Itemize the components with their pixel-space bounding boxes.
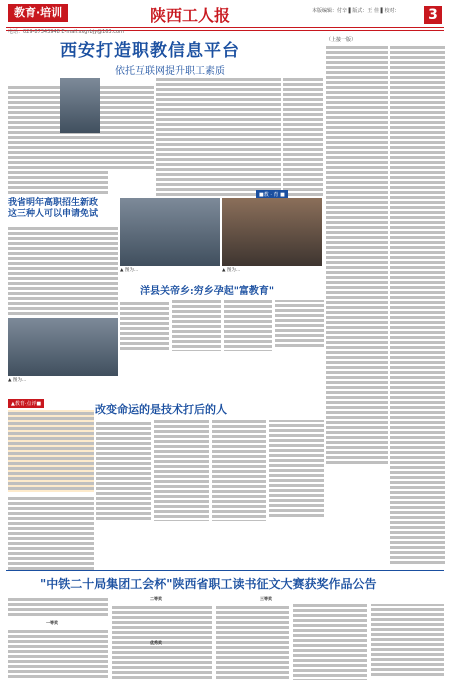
right-col-heading: （上接一版） [326, 37, 357, 43]
mid-photo-caption: ▲ 图为... [8, 378, 27, 383]
footer-col1-head: 一等奖 [46, 620, 58, 625]
footer-intro [8, 596, 108, 618]
main-photo-small [60, 78, 100, 133]
photo-right-caption: ▲ 图为... [222, 268, 241, 273]
left-article-body [8, 225, 118, 315]
masthead: 陕西工人报 [150, 6, 231, 25]
bottom-article-headline: 改变命运的是技术打后的人 [95, 403, 227, 416]
footer-col2-list [112, 604, 212, 680]
main-body-col-3 [156, 76, 281, 196]
footer-col1-list [8, 628, 108, 680]
page-number: 3 [424, 6, 442, 24]
footer-col2-head: 二等奖 [150, 596, 162, 601]
section-tag: ■教 · 育 ■ [256, 190, 288, 199]
photo-left [120, 198, 220, 266]
photo-right [222, 198, 322, 266]
bottom-left-body [8, 495, 94, 570]
section-label: 教育·培训 [8, 4, 68, 22]
main-headline: 西安打造职教信息平台 [60, 41, 240, 61]
mid-photo [8, 318, 118, 376]
main-subheadline: 依托互联网提升职工素质 [115, 66, 225, 77]
footer-col3-head: 三等奖 [260, 596, 272, 601]
photo-left-caption: ▲ 图为... [120, 268, 139, 273]
mid-article-body [120, 300, 324, 375]
bottom-left-sidebar [8, 410, 94, 492]
main-body-col-4 [283, 76, 323, 196]
right-body-col-2 [390, 44, 445, 564]
edit-info: 本版编辑：付辛 ▌版式：王 佳 ▌校对： [312, 8, 400, 14]
mid-article-headline: 洋县关帝乡:穷乡孕起"富教育" [140, 286, 275, 297]
commentary-tag: ▲教育·点评■ [8, 399, 44, 408]
main-body-col-2 [104, 84, 154, 169]
left-article-headline: 我省明年高职招生新政 这三种人可以申请免试 [8, 198, 99, 219]
footer-col4-head: 优秀奖 [150, 640, 162, 645]
bottom-article-body [96, 420, 324, 570]
footer-rule [6, 570, 444, 571]
footer-headline: "中铁二十局集团工会杯"陕西省职工读书征文大赛获奖作品公告 [40, 577, 377, 591]
footer-col3-list [216, 604, 444, 680]
contact-line: 电话：029-87343948 E-mail:sxgrbjy@163.com [8, 29, 124, 35]
right-body-col-1 [326, 44, 388, 464]
